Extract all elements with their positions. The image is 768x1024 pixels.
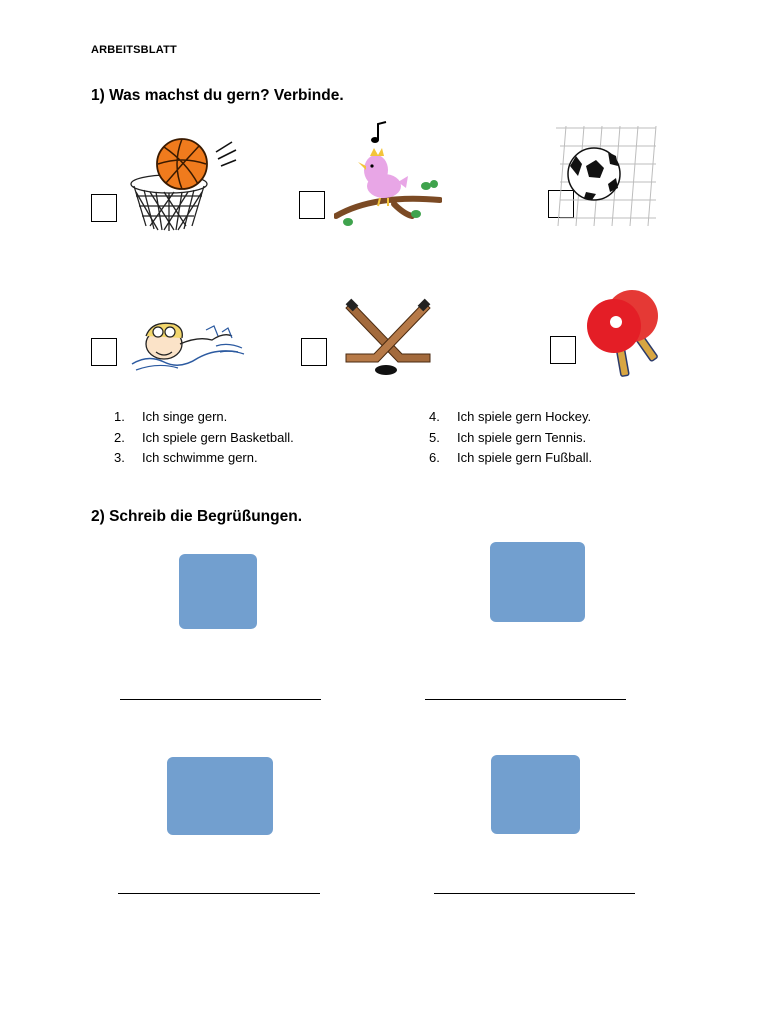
answer-line-1[interactable] xyxy=(120,699,321,700)
image-placeholder-2 xyxy=(490,542,585,622)
list-item: 6. Ich spiele gern Fußball. xyxy=(429,450,593,465)
answer-line-3[interactable] xyxy=(118,893,320,894)
image-placeholder-4 xyxy=(491,755,580,834)
answer-line-2[interactable] xyxy=(425,699,626,700)
checkbox-singing[interactable] xyxy=(299,191,325,219)
swimmer-icon xyxy=(128,292,248,382)
image-placeholder-1 xyxy=(179,554,257,629)
hockey-sticks-icon xyxy=(340,298,436,380)
singing-bird-icon xyxy=(334,118,442,230)
checkbox-swimming[interactable] xyxy=(91,338,117,366)
task2-title: 2) Schreib die Begrüßungen. xyxy=(91,508,302,525)
list-item: 2. Ich spiele gern Basketball. xyxy=(114,429,294,445)
list-item: 4. Ich spiele gern Hockey. xyxy=(429,409,592,424)
checkbox-basketball[interactable] xyxy=(91,194,117,222)
soccer-goal-icon xyxy=(556,126,658,228)
list-item: 1. Ich singe gern. xyxy=(114,409,228,424)
options-list-left xyxy=(114,407,294,469)
checkbox-hockey[interactable] xyxy=(301,338,327,366)
task1-title: 1) Was machst du gern? Verbinde. xyxy=(91,87,344,104)
list-item: 3. Ich schwimme gern. xyxy=(114,450,258,465)
basketball-hoop-icon xyxy=(124,134,240,234)
table-tennis-paddles-icon xyxy=(582,282,682,390)
list-item: 5. Ich spiele gern Tennis. xyxy=(429,429,587,445)
image-placeholder-3 xyxy=(167,757,273,835)
worksheet-header: ARBEITSBLATT xyxy=(91,44,177,56)
checkbox-table-tennis[interactable] xyxy=(550,336,576,364)
options-list-right xyxy=(429,407,592,469)
answer-line-4[interactable] xyxy=(434,893,635,894)
